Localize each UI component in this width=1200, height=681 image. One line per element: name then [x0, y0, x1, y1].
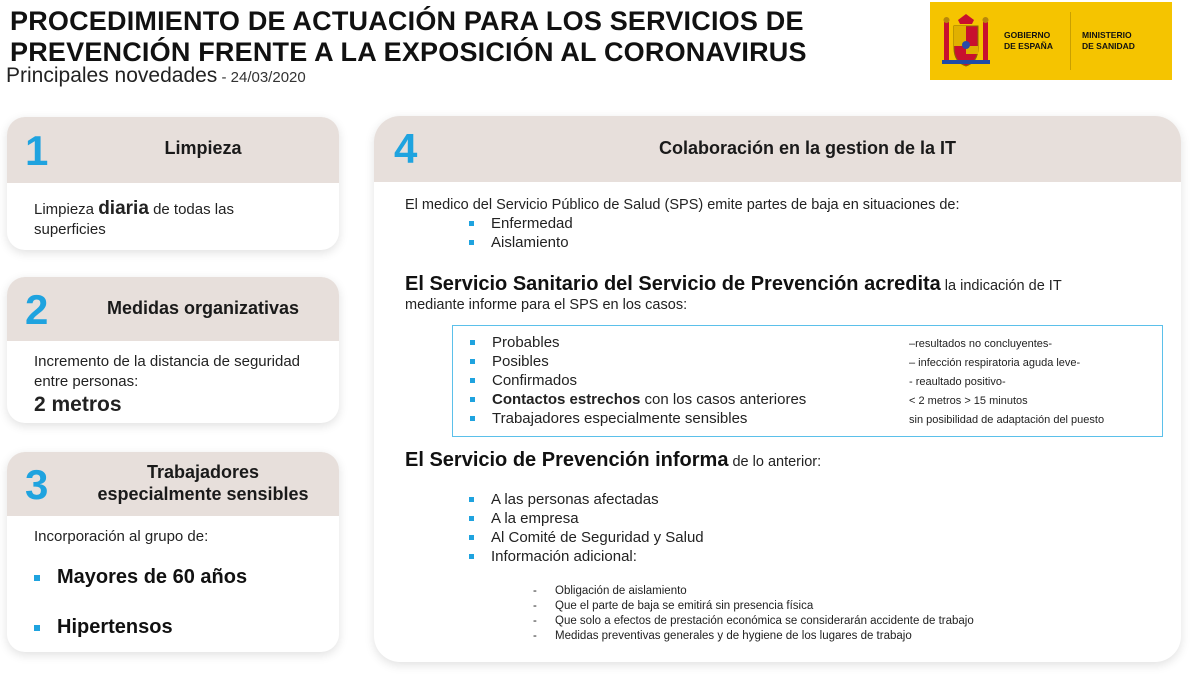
bullet-square-icon: [470, 397, 475, 402]
list-item: [34, 616, 173, 639]
list-item: [34, 566, 247, 589]
gobierno-line-1: GOBIERNO: [1004, 30, 1051, 40]
body-text: Limpieza: [34, 201, 99, 218]
card-colaboracion-it: [374, 116, 1181, 662]
body-line-2: entre personas:: [34, 373, 139, 390]
card-limpieza: [7, 117, 339, 250]
bullet-square-icon: [34, 575, 40, 581]
case-label-rest: con los casos anteriores: [640, 391, 807, 408]
bullet-square-icon: [469, 554, 474, 559]
body-line-2: superficies: [34, 221, 106, 238]
case-item: [470, 410, 747, 427]
card-title: Medidas organizativas: [106, 298, 300, 318]
section-heading: El Servicio Sanitario del Servicio de Prevención acredita: [405, 273, 941, 295]
additional-item-label: Obligación de aislamiento: [555, 585, 687, 597]
list-item: [469, 215, 573, 232]
card-body: [34, 352, 300, 415]
body-line-1: Incremento de la distancia de seguridad: [34, 353, 301, 370]
list-item: [469, 529, 704, 546]
case-item: [470, 391, 806, 408]
dash-bullet: -: [533, 585, 537, 597]
gobierno-ministerio-logo: [930, 2, 1172, 80]
additional-item-label: Que el parte de baja se emitirá sin presencia física: [555, 600, 814, 612]
card-title: [67, 461, 339, 505]
cases-box: [452, 325, 1163, 437]
card-number: 4: [394, 125, 418, 172]
case-label: Confirmados: [492, 372, 578, 389]
case-note: - reaultado positivo-: [909, 376, 1006, 388]
additional-item: [533, 585, 687, 597]
coat-of-arms-icon: [940, 12, 992, 70]
card-title-line-1: Trabajadores: [146, 462, 260, 482]
additional-item: [533, 600, 813, 612]
bullet-square-icon: [469, 497, 474, 502]
additional-item-label: Que solo a efectos de prestación económica se considerarán accidente de trabajo: [555, 615, 974, 627]
title-line-2: PREVENCIÓN FRENTE A LA EXPOSICIÓN AL CORONAVIRUS: [10, 37, 807, 67]
case-label: Posibles: [492, 353, 549, 370]
list-item-label: Información adicional:: [491, 548, 637, 565]
list-item-label: Al Comité de Seguridad y Salud: [491, 529, 704, 546]
list-item-label: Mayores de 60 años: [57, 566, 248, 588]
bullet-square-icon: [469, 535, 474, 540]
subtitle-date: - 24/03/2020: [217, 69, 306, 86]
list-item-label: Aislamiento: [491, 234, 569, 251]
ministerio-text: [1082, 30, 1135, 52]
section-heading-rest: de lo anterior:: [728, 454, 822, 470]
section-informa: [405, 449, 821, 472]
list-item: [469, 491, 659, 508]
title-line-1: PROCEDIMIENTO DE ACTUACIÓN PARA LOS SERVICIOS DE: [10, 6, 804, 36]
bullet-square-icon: [469, 516, 474, 521]
ministerio-line-2: DE SANIDAD: [1082, 41, 1135, 51]
gobierno-text: [1004, 30, 1053, 52]
additional-item: [533, 615, 974, 627]
bullet-square-icon: [469, 221, 474, 226]
bullet-square-icon: [470, 378, 475, 383]
case-label: Probables: [492, 334, 560, 351]
list-item: [469, 510, 579, 527]
subtitle-text: Principales novedades: [6, 64, 218, 87]
additional-item: [533, 630, 912, 642]
case-label: Trabajadores especialmente sensibles: [492, 410, 748, 427]
card-trabajadores-sensibles: [7, 452, 339, 652]
list-item-label: A las personas afectadas: [491, 491, 659, 508]
section-heading: El Servicio de Prevención informa: [405, 449, 729, 471]
list-item: [469, 234, 569, 251]
bullet-square-icon: [470, 359, 475, 364]
dash-bullet: -: [533, 615, 537, 627]
case-item: [470, 353, 549, 370]
card-number: 2: [25, 286, 49, 333]
card-title-line-2: especialmente sensibles: [97, 484, 309, 504]
intro-text: El medico del Servicio Público de Salud (SPS) emite partes de baja en situaciones de:: [405, 197, 960, 213]
section-heading-rest: la indicación de IT: [940, 278, 1062, 294]
case-item: [470, 334, 560, 351]
subtitle: [6, 64, 306, 88]
card-body: [34, 199, 234, 240]
dash-bullet: -: [533, 600, 537, 612]
case-note: –resultados no concluyentes-: [909, 338, 1053, 350]
bullet-square-icon: [470, 340, 475, 345]
bullet-square-icon: [470, 416, 475, 421]
body-text-post: de todas las: [148, 201, 234, 218]
list-item-label: A la empresa: [491, 510, 579, 527]
card-number: 3: [25, 461, 49, 508]
list-item-label: Hipertensos: [57, 616, 173, 638]
card-medidas-organizativas: [7, 277, 339, 423]
list-item: [469, 548, 637, 565]
gobierno-line-2: DE ESPAÑA: [1004, 41, 1053, 51]
card-number: 1: [25, 127, 49, 174]
card-title: Limpieza: [164, 138, 242, 158]
case-note: sin posibilidad de adaptación del puesto: [909, 414, 1105, 426]
card-title: Colaboración en la gestion de la IT: [658, 138, 957, 158]
bullet-square-icon: [469, 240, 474, 245]
section-acredita-line-2: mediante informe para el SPS en los casos:: [405, 297, 688, 313]
logo-divider: [1070, 12, 1071, 70]
section-acredita: [405, 273, 1062, 296]
case-label-bold: Contactos estrechos: [492, 391, 641, 408]
additional-item-label: Medidas preventivas generales y de hygiene de los lugares de trabajo: [555, 630, 912, 642]
case-item: [470, 372, 577, 389]
dash-bullet: -: [533, 630, 537, 642]
body-bold: diaria: [98, 198, 149, 219]
card-intro: Incorporación al grupo de:: [34, 528, 209, 545]
ministerio-line-1: MINISTERIO: [1082, 30, 1132, 40]
distance-value: 2 metros: [34, 393, 122, 416]
case-note: < 2 metros > 15 minutos: [909, 395, 1028, 407]
list-item-label: Enfermedad: [491, 215, 573, 232]
bullet-square-icon: [34, 625, 40, 631]
case-note: – infección respiratoria aguda leve-: [909, 357, 1081, 369]
